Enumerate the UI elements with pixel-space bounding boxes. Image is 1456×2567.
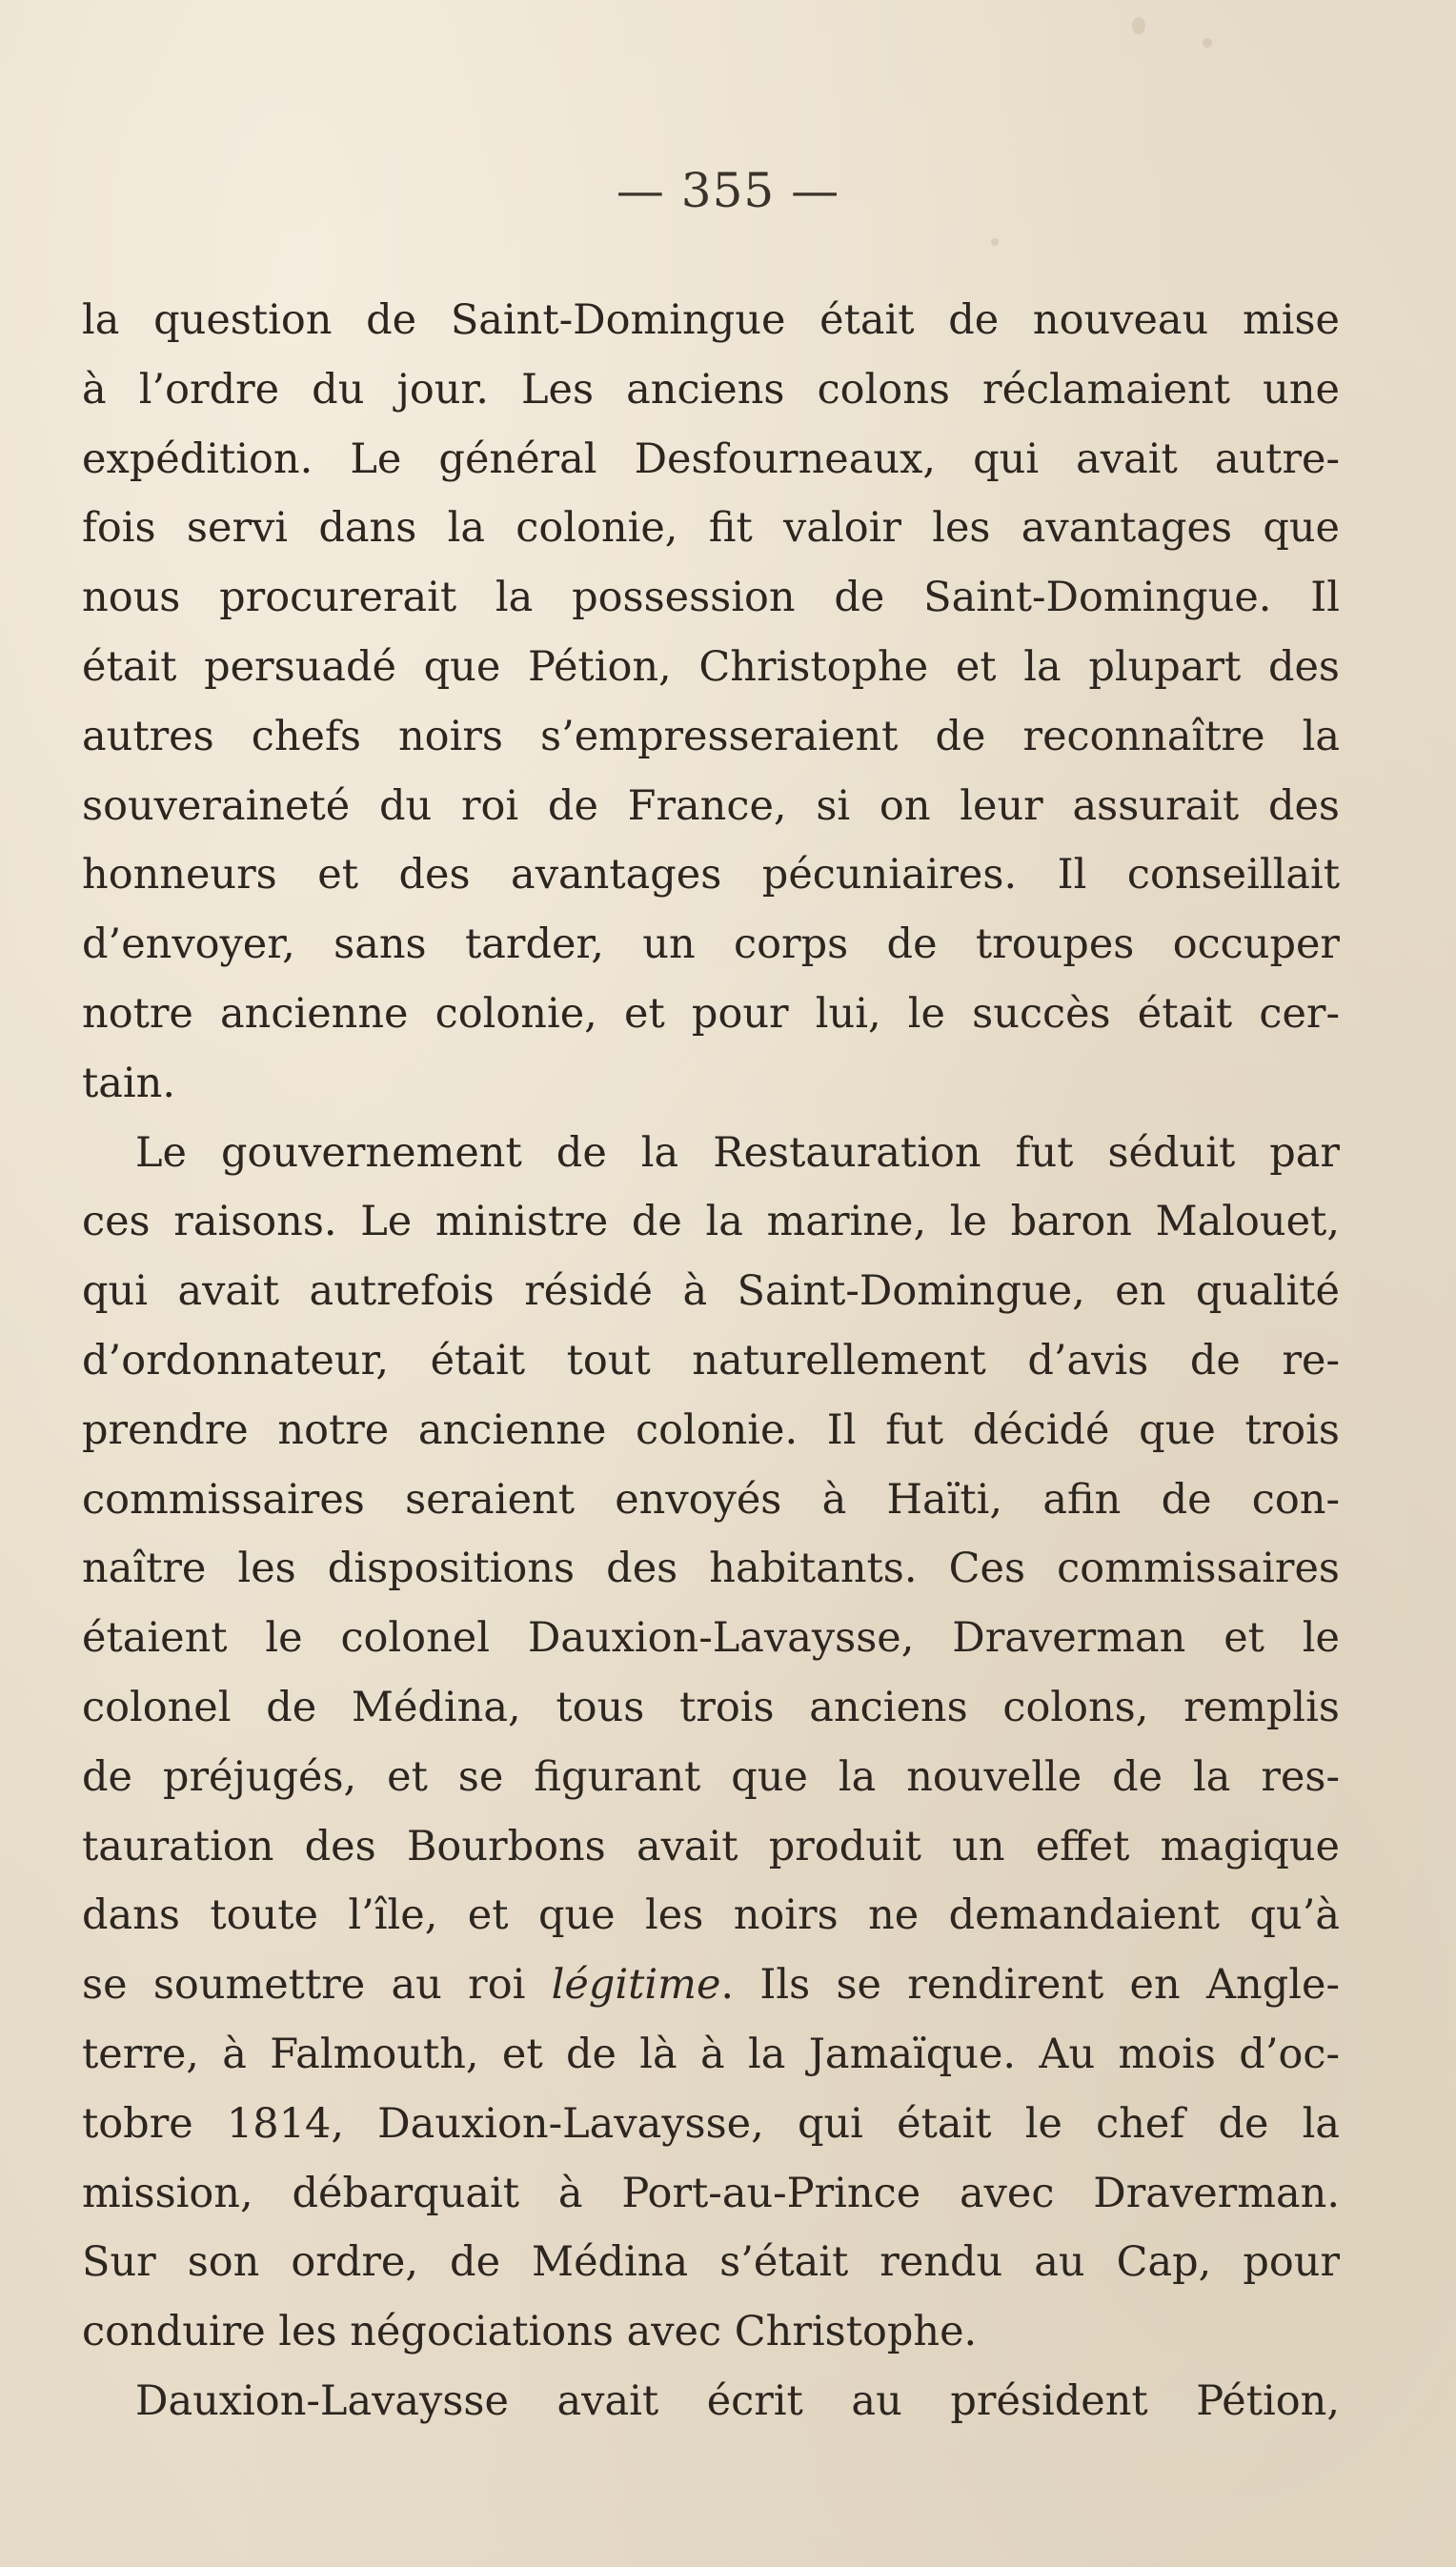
paragraph-2 — [82, 1119, 1340, 2367]
text-line: souveraineté du roi de France, si on leur assurait des — [82, 781, 1340, 830]
text-line: colonel de Médina, tous trois anciens colons, remplis — [82, 1683, 1340, 1731]
page-number: — 355 — — [616, 163, 840, 218]
text-line: ces raisons. Le ministre de la marine, le baron Malouet, — [82, 1198, 1340, 1246]
text-line: de préjugés, et se figurant que la nouvelle de la res- — [82, 1752, 1340, 1801]
text-line: conduire les négociations avec Christophe. — [82, 2308, 978, 2356]
paragraph-3 — [82, 2367, 1340, 2436]
text-line: qui avait autrefois résidé à Saint-Domingue, en qualité — [82, 1267, 1340, 1316]
text-line: expédition. Le général Desfourneaux, qui avait autre- — [82, 435, 1340, 483]
text-line: dans toute l’île, et que les noirs ne demandaient qu’à — [82, 1891, 1340, 1940]
text-line: à l’ordre du jour. Les anciens colons réclamaient une — [82, 365, 1340, 414]
text-line: Sur son ordre, de Médina s’était rendu au Cap, pour — [82, 2238, 1340, 2287]
text-line: tobre 1814, Dauxion-Lavaysse, qui était le chef de la — [82, 2099, 1340, 2148]
paragraph-1 — [82, 286, 1340, 1119]
text-line: notre ancienne colonie, et pour lui, le succès était cer- — [82, 989, 1340, 1038]
text-line: prendre notre ancienne colonie. Il fut décidé que trois — [82, 1405, 1340, 1454]
text-line: la question de Saint-Domingue était de nouveau mise — [82, 296, 1340, 344]
text-line-with-italic — [82, 1951, 1340, 2020]
text-line: tauration des Bourbons avait produit un effet magique — [82, 1822, 1340, 1870]
paper-stain — [1132, 17, 1145, 34]
text-line: d’ordonnateur, était tout naturellement d’avis de re- — [82, 1336, 1340, 1385]
text-line: mission, débarquait à Port-au-Prince avec Draverman. — [82, 2169, 1340, 2217]
text-line: naître les dispositions des habitants. Ces commissaires — [82, 1545, 1340, 1593]
paper-stain — [991, 238, 999, 246]
body-text — [82, 286, 1340, 2436]
text-line: commissaires seraient envoyés à Haïti, afin de con- — [82, 1475, 1340, 1524]
text-line: Dauxion-Lavaysse avait écrit au président Pétion, — [135, 2376, 1340, 2425]
text-line: nous procurerait la possession de Saint-Domingue. Il — [82, 574, 1340, 622]
text-segment: se soumettre au roi — [82, 1961, 552, 2010]
text-line: étaient le colonel Dauxion-Lavaysse, Draverman et le — [82, 1614, 1340, 1663]
paper-stain — [1203, 38, 1212, 48]
text-line: autres chefs noirs s’empresseraient de reconnaître la — [82, 712, 1340, 760]
italic-word: légitime — [551, 1961, 721, 2010]
text-line: était persuadé que Pétion, Christophe et la plupart des — [82, 642, 1340, 691]
text-line: fois servi dans la colonie, fit valoir les avantages que — [82, 504, 1340, 553]
text-line: tain. — [82, 1059, 176, 1107]
text-line: Le gouvernement de la Restauration fut séduit par — [135, 1128, 1340, 1177]
text-line: d’envoyer, sans tarder, un corps de troupes occuper — [82, 920, 1340, 969]
text-line: honneurs et des avantages pécuniaires. Il conseillait — [82, 851, 1340, 899]
text-line: terre, à Falmouth, et de là à la Jamaïque. Au mois d’oc- — [82, 2030, 1340, 2078]
text-segment: . Ils se rendirent en Angle- — [720, 1961, 1340, 2010]
